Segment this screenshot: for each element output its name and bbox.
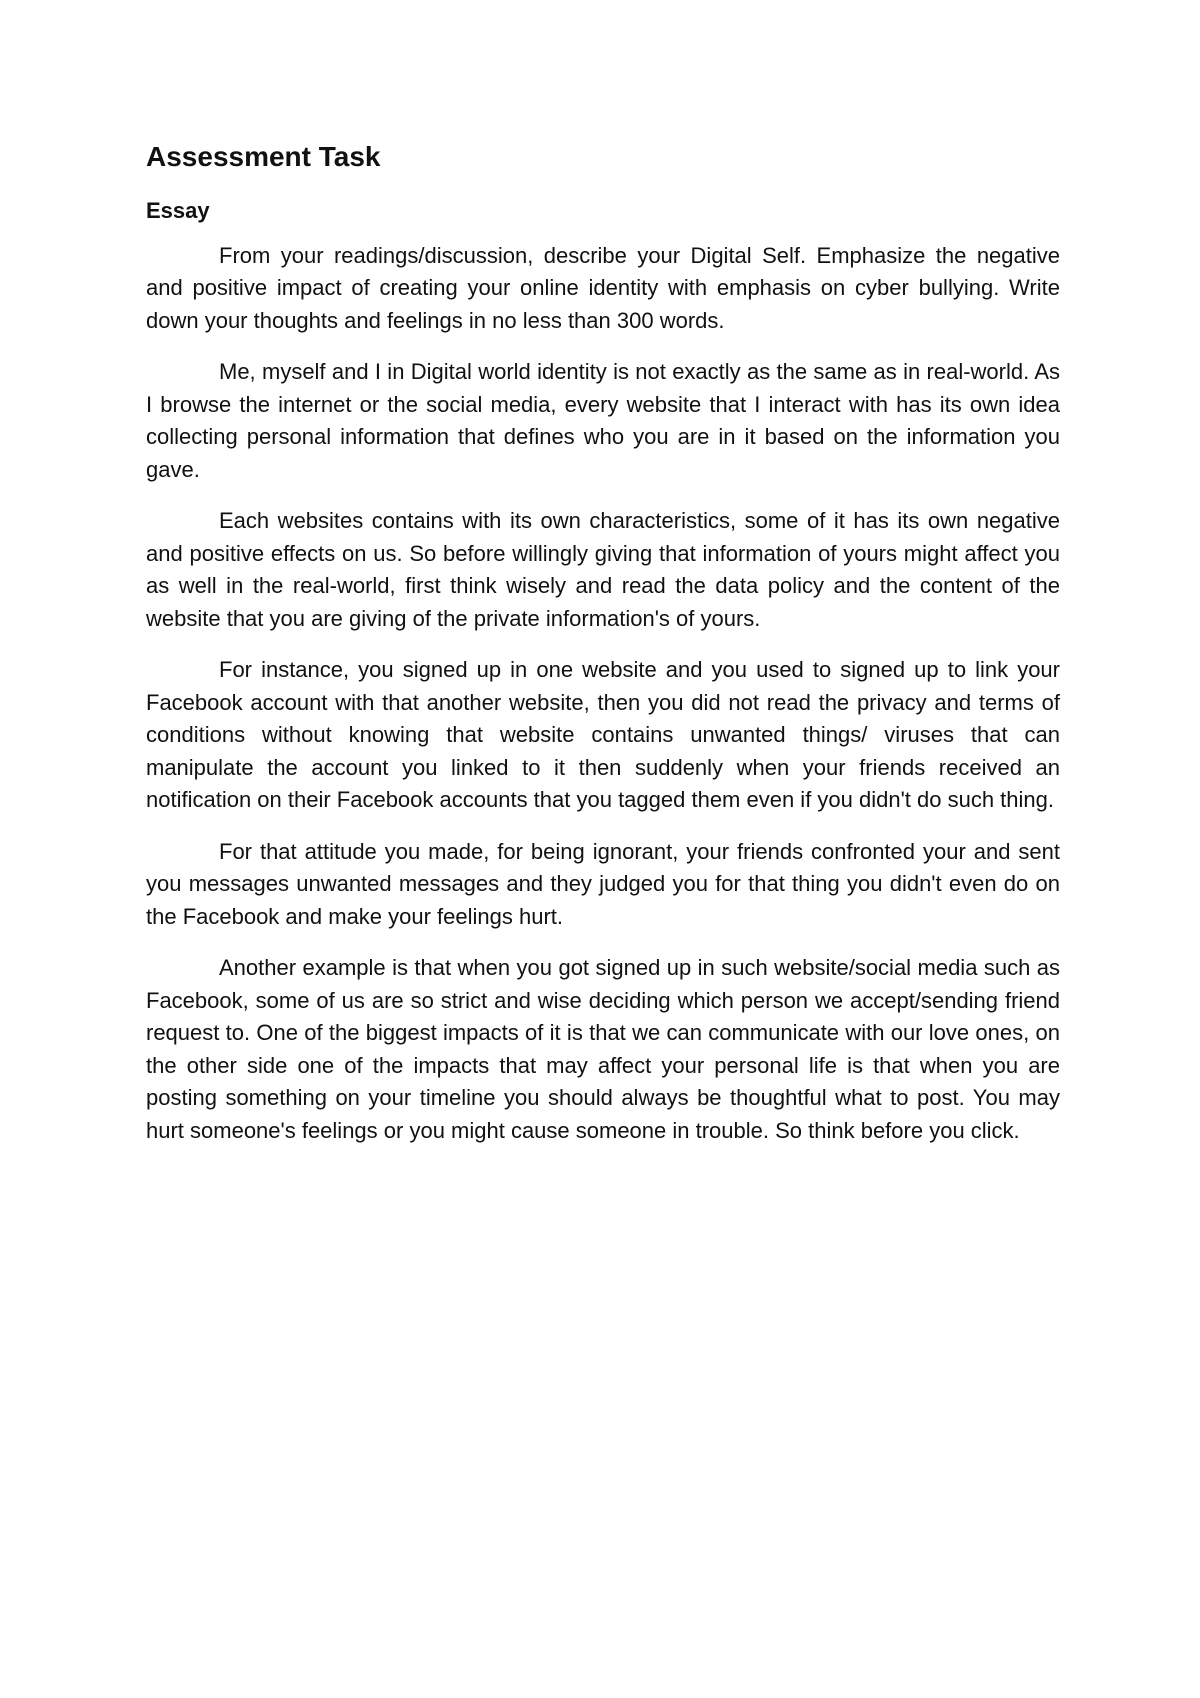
essay-paragraph: For that attitude you made, for being ignorant, your friends confronted your and sent you messages unwanted messages and they judged you for that thing you didn't even do on the Facebook and make your feelings hurt. (146, 838, 1060, 929)
essay-paragraph: For instance, you signed up in one website and you used to signed up to link your Facebook account with that another website, then you did not read the privacy and terms of conditions without knowing that website contains unwanted things/ viruses that can manipulate the account you linked to it then suddenly when your friends received an notification on their Facebook accounts that you tagged them even if you didn't do such thing. (146, 657, 1060, 813)
page-title: Assessment Task (146, 141, 381, 172)
document-body (146, 140, 1060, 1166)
essay-prompt-paragraph: From your readings/discussion, describe your Digital Self. Emphasize the negative and positive impact of creating your online identity with emphasis on cyber bullying. Write down your thoughts and feelings in no less than 300 words. (146, 242, 1060, 333)
essay-paragraph: Me, myself and I in Digital world identity is not exactly as the same as in real-world. As I browse the internet or the social media, every website that I interact with has its own idea collecting personal information that defines who you are in it based on the information you gave. (146, 359, 1060, 482)
essay-paragraph: Another example is that when you got signed up in such website/social media such as Facebook, some of us are so strict and wise deciding which person we accept/sending friend request to. One of the biggest impacts of it is that we can communicate with our love ones, on the other side one of the impacts that may affect your personal life is that when you are posting something on your timeline you should always be thoughtful what to post. You may hurt someone's feelings or you might cause someone in trouble. So think before you click. (146, 955, 1060, 1143)
section-heading: Essay (146, 197, 210, 223)
essay-paragraph: Each websites contains with its own characteristics, some of it has its own negative and positive effects on us. So before willingly giving that information of yours might affect you as well in the real-world, first think wisely and read the data policy and the content of the website that you are giving of the private information's of yours. (146, 508, 1060, 631)
